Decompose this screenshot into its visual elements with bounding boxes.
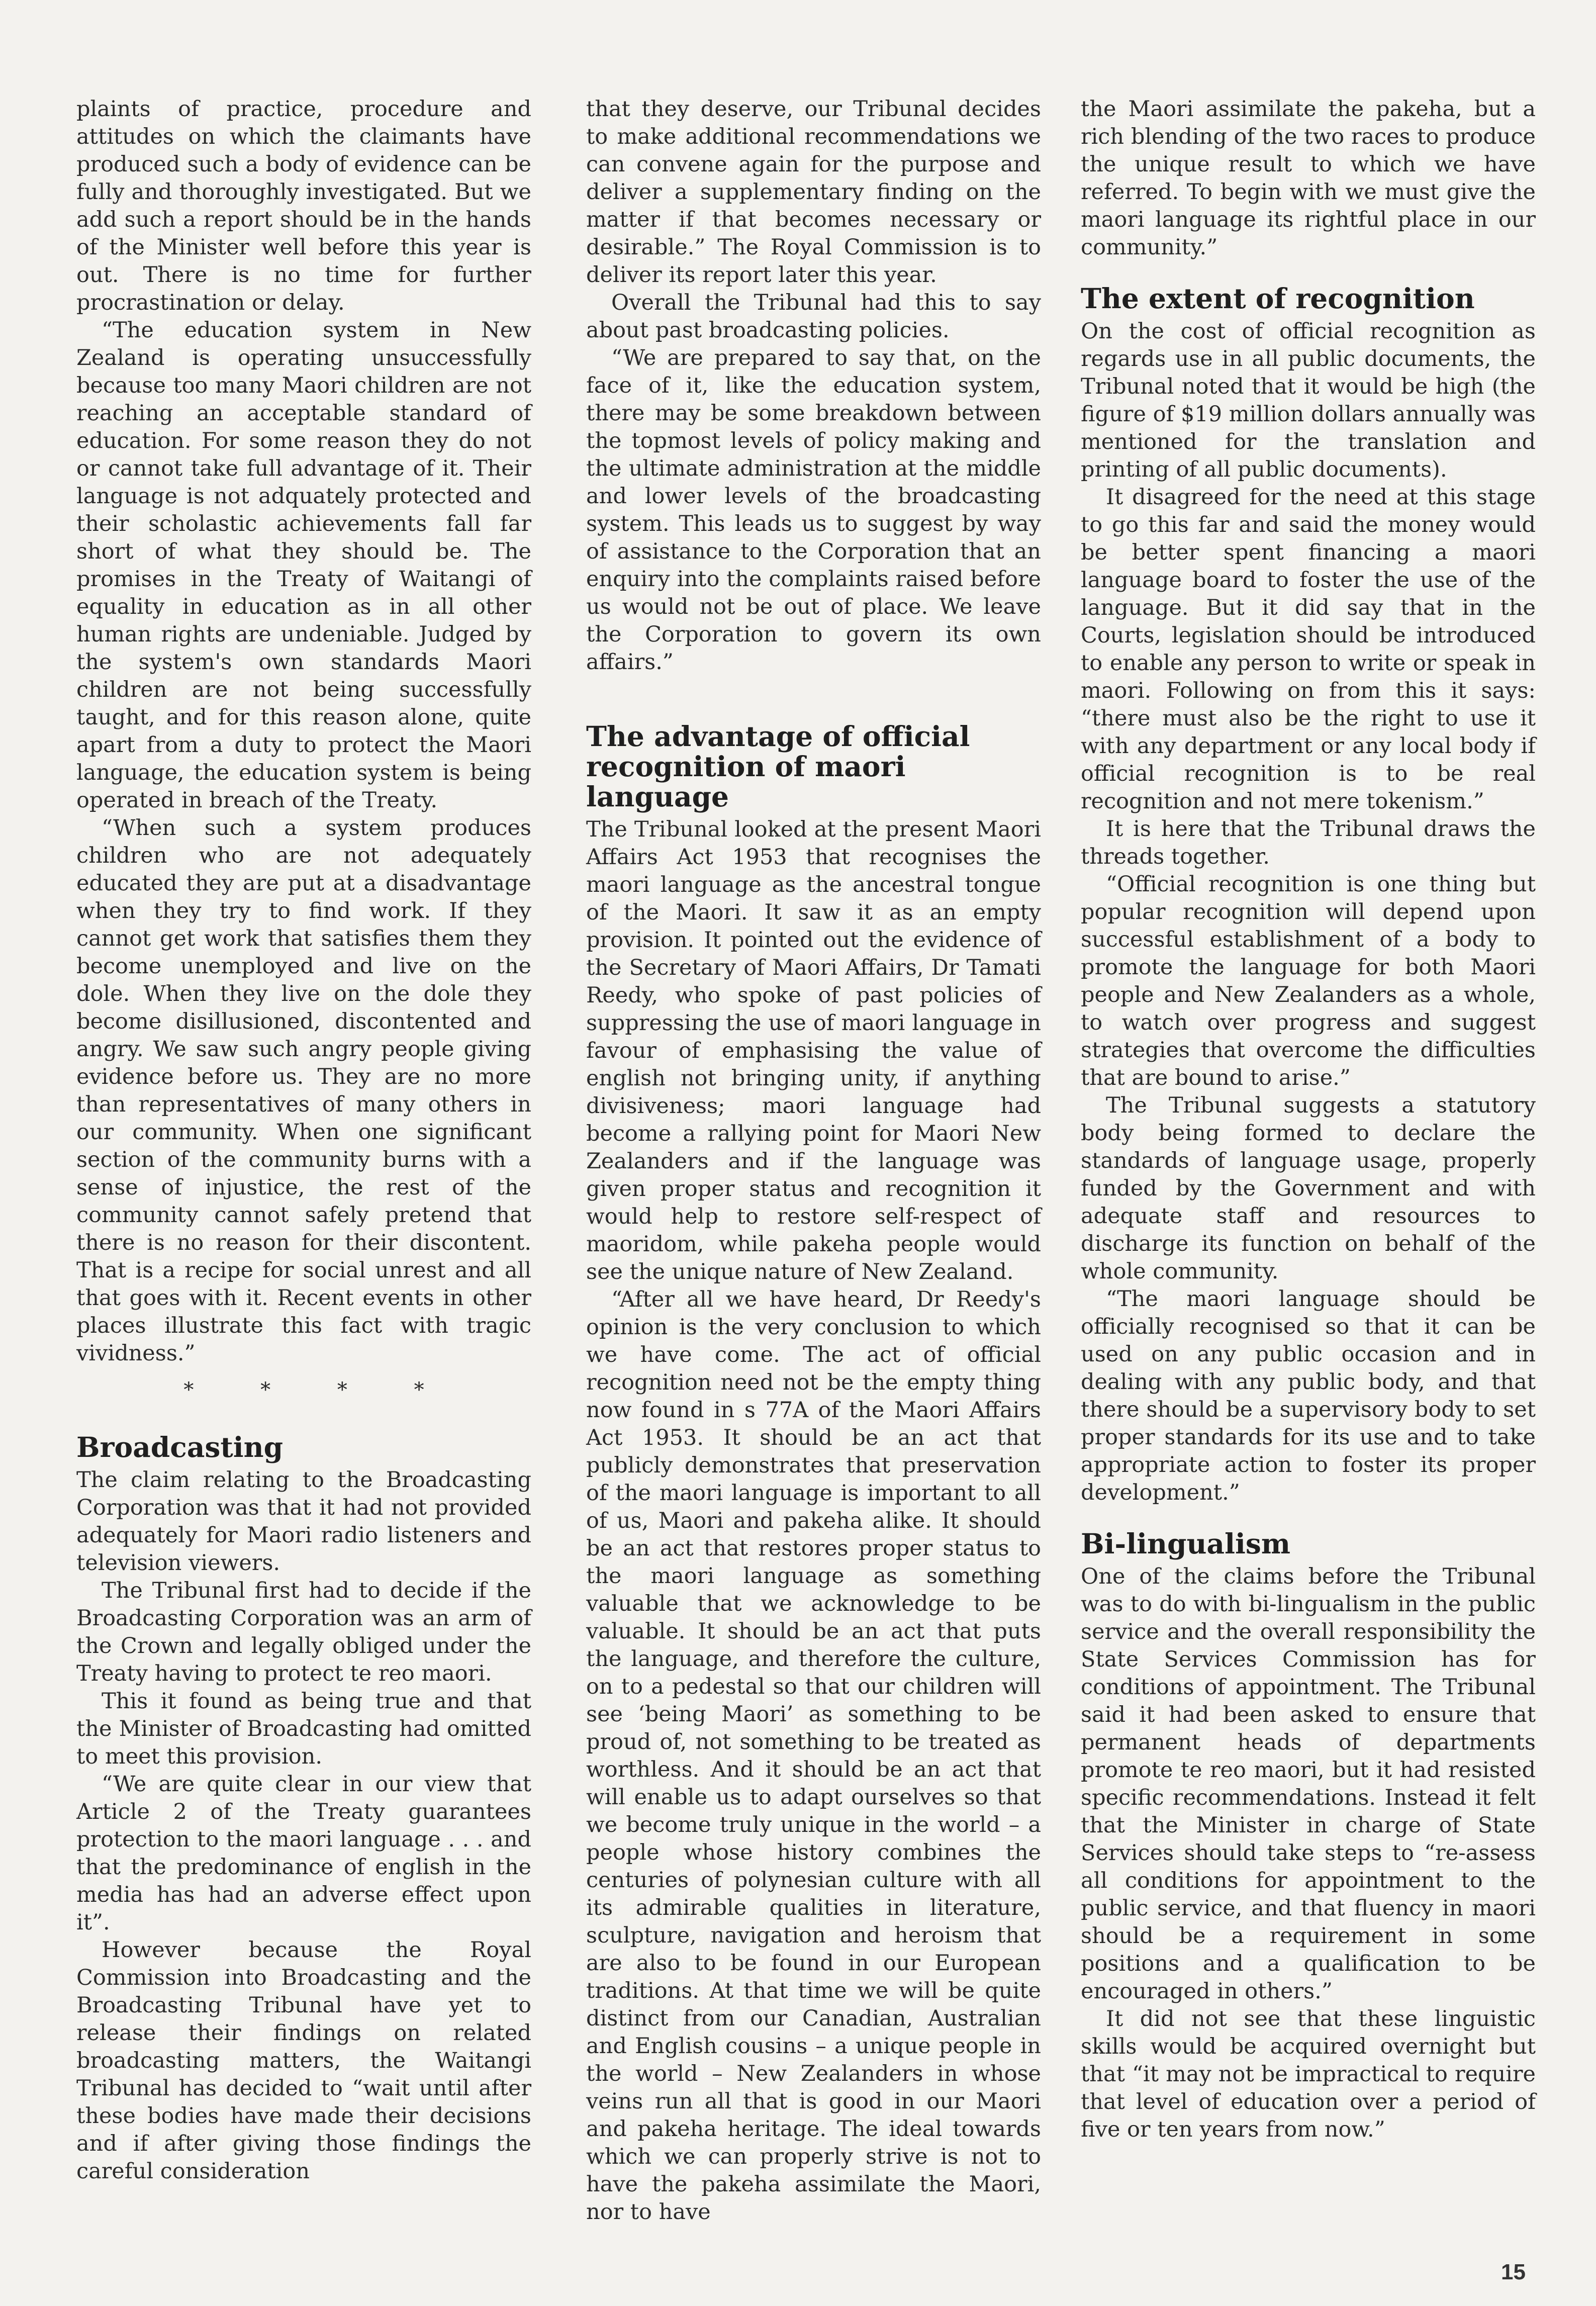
paragraph: “The maori language should be officially recognised so that it can be used on any public occasion and in dealing with any public body, and that there should be a supervisory body to set proper standards for its use and to take appropriate action to foster its proper development.”	[1081, 1286, 1536, 1505]
column-3	[1081, 96, 1536, 2144]
paragraph: This it found as being true and that the Minister of Broadcasting had omitted to meet this provision.	[76, 1689, 531, 1769]
heading-bi-lingualism: Bi-lingualism	[1081, 1527, 1291, 1560]
page-number: 15	[1501, 2260, 1526, 2284]
paragraph: The Tribunal looked at the present Maori Affairs Act 1953 that recognises the maori language as the ancestral tongue of the Maori. It saw it as an empty provision. It pointed out the evidence of the Secretary of Maori Affairs, Dr Tamati Reedy, who spoke of past policies of suppressing the use of maori language in favour of emphasising the value of english not bringing unity, if anything divisiveness; maori language had become a rallying point for Maori New Zealanders and if the language was given proper status and recognition it would help to restore self-respect of maoridom, while pakeha people would see the unique nature of New Zealand.	[586, 817, 1041, 1284]
paragraph: However because the Royal Commission into Broadcasting and the Broadcasting Tribunal have yet to release their findings on related broadcasting matters, the Waitangi Tribunal has decided to “wait until after these bodies have made their decisions and if after giving those findings the careful consideration	[76, 1938, 531, 2184]
paragraph: that they deserve, our Tribunal decides to make additional recommendations we can convene again for the purpose and deliver a supplementary finding on the matter if that becomes necessary or desirable.” The Royal Commission is to deliver its report later this year.	[586, 97, 1041, 288]
paragraph: “After all we have heard, Dr Reedy's opinion is the very conclusion to which we have come. The act of official recognition need not be the empty thing now found in s 77A of the Maori Affairs Act 1953. It should be an act that publicly demonstrates that preservation of the maori language is important to all of us, Maori and pakeha alike. It should be an act that restores proper status to the maori language as something valuable that we acknowledge to be valuable. It should be an act that puts the language, and therefore the culture, on to a pedestal so that our children will see ‘being Maori’ as something to be proud of, not something to be treated as worthless. And it should be an act that will enable us to adapt ourselves so that we become truly unique in the world – a people whose history combines the centuries of polynesian culture with all its admirable qualities in literature, sculpture, navigation and heroism that are also to be found in our European traditions. At that time we will be quite distinct from our Canadian, Australian and English cousins – a unique people in the world – New Zealanders in whose veins run all that is good in our Maori and pakeha heritage. The ideal towards which we can properly strive is not to have the pakeha assimilate the Maori, nor to have	[586, 1287, 1041, 2225]
section-separator: * * * *	[183, 1378, 454, 1402]
paragraph: “The education system in New Zealand is operating unsuccessfully because too many Maori children are not reaching an acceptable standard of education. For some reason they do not or cannot take full advantage of it. Their language is not adquately protected and their scholastic achievements fall far short of what they should be. The promises in the Treaty of Waitangi of equality in education as in all other human rights are undeniable. Judged by the system's own standards Maori children are not being successfully taught, and for this reason alone, quite apart from a duty to protect the Maori language, the education system is being operated in breach of the Treaty.	[76, 318, 531, 813]
paragraph: It did not see that these linguistic skills would be acquired overnight but that “it may not be impractical to require that level of education over a period of five or ten years from now.”	[1081, 2006, 1536, 2142]
paragraph: It disagreed for the need at this stage to go this far and said the money would be better spent financing a maori language board to foster the use of the language. But it did say that in the Courts, legislation should be introduced to enable any person to write or speak in maori. Following on from this it says: “there must also be the right to use it with any department or any local body if official recognition is to be real recognition and not mere tokenism.”	[1081, 485, 1536, 814]
column-2	[586, 96, 1041, 2226]
paragraph: “We are prepared to say that, on the face of it, like the education system, there may be some breakdown between the topmost levels of policy making and the ultimate administration at the middle and lower levels of the broadcasting system. This leads us to suggest by way of assistance to the Corporation that an enquiry into the complaints raised before us would not be out of place. We leave the Corporation to govern its own affairs.”	[586, 345, 1041, 675]
heading-official-recognition: The advantage of official recognition of maori language	[586, 720, 970, 813]
paragraph: “Official recognition is one thing but popular recognition will depend upon successful establishment of a body to promote the language for both Maori people and New Zealanders as a whole, to watch over progress and suggest strategies that overcome the difficulties that are bound to arise.”	[1081, 872, 1536, 1090]
heading-extent-of-recognition: The extent of recognition	[1081, 282, 1475, 315]
paragraph: The claim relating to the Broadcasting Corporation was that it had not provided adequately for Maori radio listeners and television viewers.	[76, 1467, 531, 1576]
paragraph: The Tribunal suggests a statutory body being formed to declare the standards of language usage, properly funded by the Government and with adequate staff and resources to discharge its function on behalf of the whole community.	[1081, 1093, 1536, 1284]
paragraph: Overall the Tribunal had this to say about past broadcasting policies.	[586, 290, 1041, 343]
paragraph: plaints of practice, procedure and attitudes on which the claimants have produced such a body of evidence can be fully and thoroughly investigated. But we add such a report should be in the hands of the Minister well before this year is out. There is no time for further procrastination or delay.	[76, 97, 531, 315]
paragraph: “When such a system produces children who are not adequately educated they are put at a disadvantage when they try to find work. If they cannot get work that satisfies them they become unemployed and live on the dole. When they live on the dole they become disillusioned, discontented and angry. We saw such angry people giving evidence before us. They are no more than representatives of many others in our community. When one significant section of the community burns with a sense of injustice, the rest of the community cannot safely pretend that there is no reason for their discontent. That is a recipe for social unrest and all that goes with it. Recent events in other places illustrate this fact with tragic vividness.”	[76, 815, 531, 1366]
paragraph: the Maori assimilate the pakeha, but a rich blending of the two races to produce the unique result to which we have referred. To begin with we must give the maori language its rightful place in our community.”	[1081, 97, 1536, 260]
paragraph: The Tribunal first had to decide if the Broadcasting Corporation was an arm of the Crown and legally obliged under the Treaty having to protect te reo maori.	[76, 1578, 531, 1686]
paragraph: One of the claims before the Tribunal was to do with bi-lingualism in the public service and the overall responsibility the State Services Commission has for conditions of appointment. The Tribunal said it had been asked to ensure that permanent heads of departments promote te reo maori, but it had resisted specific recommendations. Instead it felt that the Minister in charge of State Services should take steps to “re-assess all conditions for appointment to the public service, and that fluency in maori should be a requirement in some positions and a qualification to be encouraged in others.”	[1081, 1564, 1536, 2004]
spacer	[586, 676, 1041, 721]
paragraph: On the cost of official recognition as regards use in all public documents, the Tribunal noted that it would be high (the figure of $19 million dollars annually was mentioned for the translation and printing of all public documents).	[1081, 319, 1536, 482]
paragraph: “We are quite clear in our view that Article 2 of the Treaty guarantees protection to the maori language . . . and that the predominance of english in the media has had an adverse effect upon it”.	[76, 1772, 531, 1935]
paragraph: It is here that the Tribunal draws the threads together.	[1081, 816, 1536, 869]
heading-broadcasting: Broadcasting	[76, 1431, 284, 1463]
column-1	[76, 96, 531, 2185]
